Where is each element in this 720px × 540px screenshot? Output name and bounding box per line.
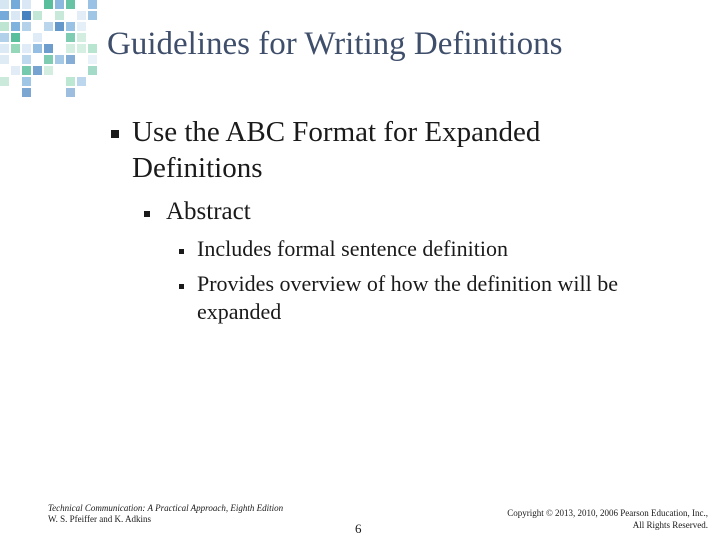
mosaic-tile: [0, 77, 9, 86]
square-bullet-icon: [111, 130, 119, 138]
mosaic-tile: [66, 88, 75, 97]
mosaic-tile: [22, 11, 31, 20]
mosaic-tile: [33, 66, 42, 75]
mosaic-tile: [44, 44, 53, 53]
mosaic-tile: [44, 66, 53, 75]
mosaic-tile: [77, 22, 86, 31]
mosaic-tile: [77, 33, 86, 42]
mosaic-tile: [55, 55, 64, 64]
bullet-level3-item: Provides overview of how the definition will be expanded: [197, 271, 618, 324]
mosaic-tile: [11, 33, 20, 42]
mosaic-tile: [66, 0, 75, 9]
mosaic-tile: [88, 44, 97, 53]
footer-authors: W. S. Pfeiffer and K. Adkins: [48, 514, 151, 524]
mosaic-tile: [0, 11, 9, 20]
mosaic-tile: [44, 55, 53, 64]
mosaic-tile: [0, 22, 9, 31]
mosaic-tile: [44, 22, 53, 31]
mosaic-tile: [77, 44, 86, 53]
mosaic-tile: [77, 11, 86, 20]
mosaic-tile: [22, 0, 31, 9]
mosaic-tile: [11, 11, 20, 20]
mosaic-tile: [44, 0, 53, 9]
decorative-tile-mosaic: [0, 0, 100, 100]
mosaic-tile: [22, 55, 31, 64]
mosaic-tile: [0, 55, 9, 64]
mosaic-tile: [66, 55, 75, 64]
bullet-level1: Use the ABC Format for Expanded Definitions: [132, 116, 541, 184]
mosaic-tile: [88, 66, 97, 75]
bullet-level3-item: Includes formal sentence definition: [197, 236, 508, 261]
mosaic-tile: [66, 77, 75, 86]
mosaic-tile: [88, 11, 97, 20]
footer-book-title: Technical Communication: A Practical Approach, Eighth Edition: [48, 503, 284, 513]
page-number: 6: [355, 521, 362, 536]
mosaic-tile: [33, 33, 42, 42]
mosaic-tile: [11, 0, 20, 9]
copyright-line: Copyright © 2013, 2010, 2006 Pearson Education, Inc.,: [507, 508, 708, 518]
mosaic-tile: [66, 33, 75, 42]
mosaic-tile: [66, 44, 75, 53]
square-bullet-icon: [179, 284, 184, 289]
mosaic-tile: [22, 66, 31, 75]
mosaic-tile: [55, 0, 64, 9]
copyright-line: All Rights Reserved.: [632, 520, 708, 530]
mosaic-tile: [0, 0, 9, 9]
mosaic-tile: [88, 0, 97, 9]
square-bullet-icon: [179, 249, 184, 254]
mosaic-tile: [66, 22, 75, 31]
mosaic-tile: [22, 44, 31, 53]
mosaic-tile: [22, 88, 31, 97]
mosaic-tile: [11, 44, 20, 53]
mosaic-tile: [0, 33, 9, 42]
footer-citation: [48, 503, 283, 525]
slide-title: Guidelines for Writing Definitions: [107, 26, 563, 62]
square-bullet-icon: [144, 211, 150, 217]
mosaic-tile: [33, 44, 42, 53]
bullet-level2: Abstract: [166, 198, 251, 225]
footer-copyright: [507, 507, 708, 531]
mosaic-tile: [33, 11, 42, 20]
mosaic-tile: [77, 77, 86, 86]
mosaic-tile: [88, 55, 97, 64]
mosaic-tile: [55, 22, 64, 31]
mosaic-tile: [11, 22, 20, 31]
mosaic-tile: [0, 44, 9, 53]
mosaic-tile: [55, 11, 64, 20]
mosaic-tile: [11, 66, 20, 75]
mosaic-tile: [22, 77, 31, 86]
mosaic-tile: [22, 22, 31, 31]
